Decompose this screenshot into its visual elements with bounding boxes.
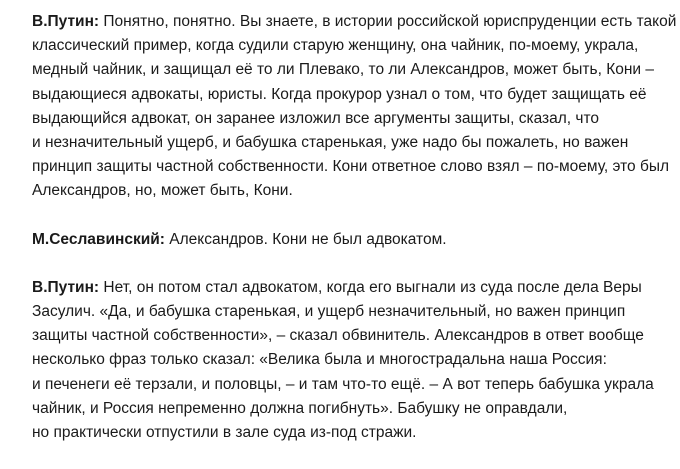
- paragraph-line: принцип защиты частной собственности. Кони ответное слово взял – по-моему, это был: [32, 158, 670, 176]
- paragraph-line: выдающийся адвокат, он заранее изложил все аргументы защиты, сказал, что: [32, 109, 600, 127]
- paragraph-line: выдающиеся адвокаты, юристы. Когда прокурор узнал о том, что будет защищать её: [32, 85, 647, 103]
- paragraph-line: и печенеги её терзали, и половцы, – и там что-то ещё. – А вот теперь бабушка украла: [32, 375, 654, 393]
- transcript-article: [32, 10, 677, 469]
- line-text: Александров. Кони не был адвокатом.: [164, 230, 447, 248]
- paragraph-line: несколько фраз только сказал: «Велика была и многострадальна наша Россия:: [32, 351, 607, 369]
- paragraph-line: защиты частной собственности», – сказал обвинитель. Александров в ответ вообще: [32, 327, 644, 345]
- paragraph-line: [32, 276, 672, 300]
- speaker-name: В.Путин:: [32, 13, 100, 30]
- paragraph-line: но практически отпустили в зале суда из-под стражи.: [32, 424, 417, 442]
- paragraph-line: классический пример, когда судили старую женщину, она чайник, по-моему, украла,: [32, 37, 639, 55]
- transcript-paragraph-3: [32, 276, 672, 445]
- paragraph-line: [32, 10, 677, 34]
- transcript-paragraph-2: [32, 228, 672, 252]
- paragraph-line: Засулич. «Да, и бабушка старенькая, и ущерб незначительный, но важен принцип: [32, 303, 626, 321]
- line-text: Нет, он потом стал адвокатом, когда его выгнали из суда после дела Веры: [99, 278, 642, 296]
- transcript-paragraph-1: [32, 10, 677, 204]
- line-text: Понятно, понятно. Вы знаете, в истории российской юриспруденции есть такой: [99, 13, 677, 30]
- paragraph-line: медный чайник, и защищал её то ли Плевако, то ли Александров, может быть, Кони –: [32, 61, 654, 79]
- speaker-name: М.Сеславинский:: [32, 230, 165, 248]
- speaker-name: В.Путин:: [32, 278, 100, 296]
- paragraph-line: и незначительный ущерб, и бабушка старенькая, уже надо бы пожалеть, но важен: [32, 134, 629, 152]
- paragraph-line: Александров, но, может быть, Кони.: [32, 182, 293, 200]
- paragraph-line: чайник, и Россия непременно должна погибнуть». Бабушку не оправдали,: [32, 399, 568, 417]
- paragraph-line: [32, 228, 672, 252]
